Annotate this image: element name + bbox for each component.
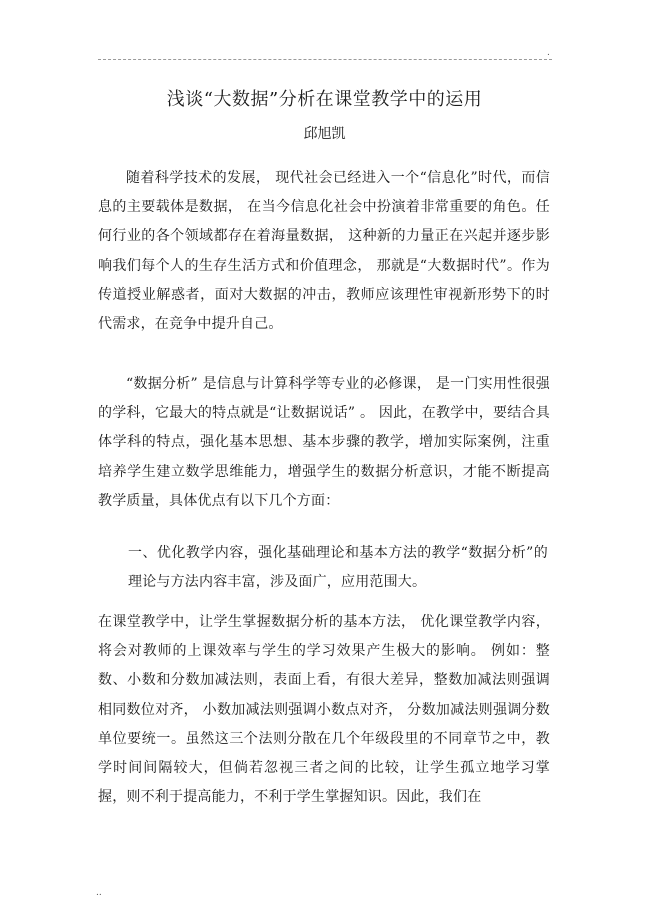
header-rule: [98, 59, 552, 60]
paragraph-intro: 随着科学技术的发展， 现代社会已经进入一个“信息化”时代，而信息的主要载体是数据， 在当今信息化社会中扮演着非常重要的角色。任何行业的各个领域都存在着海量数据， 这种新的力量正在兴起并逐步影响我们每个人的生存生活方式和价值理念， 那就是“大数据时代”。作为传道授业解惑者，面对大数据的冲击，教师应该理性审视新形势下的时代需求，在竞争中提升自己。: [98, 170, 550, 333]
section-heading-1: 一、优化教学内容，强化基础理论和基本方法的教学“数据分析”的理论与方法内容丰富，涉及面广，应用范围大。: [128, 545, 548, 591]
header-corner-mark: .: [547, 48, 550, 58]
paragraph-classroom: 在课堂教学中，让学生掌握数据分析的基本方法， 优化课堂教学内容，将会对教师的上课效率与学生的学习效果产生极大的影响。 例如：整数、小数和分数加减法则，表面上看，有很大差异，整数加减法则强调相同数位对齐， 小数加减法则强调小数点对齐， 分数加减法则强调分数单位要统一。虽然这三个法则分散在几个年级段里的不同章节之中，教学时间间隔较大，但倘若忽视三者之间的比较，让学生孤立地学习掌握，则不利于提高能力，不利于学生掌握知识。因此，我们在: [98, 614, 550, 806]
paragraph-data-analysis: “数据分析” 是信息与计算科学等专业的必修课， 是一门实用性很强的学科，它最大的特点就是“让数据说话” 。 因此，在教学中，要结合具体学科的特点，强化基本思想、基本步骤的教学，增加实际案例，注重培养学生建立数学思维能力，增强学生的数据分析意识，才能不断提高教学质量，具体优点有以下几个方面：: [98, 376, 550, 509]
footer-corner-mark: ..: [96, 888, 102, 898]
document-title: 浅谈“大数据”分析在课堂教学中的运用: [166, 89, 483, 110]
document-author: 邱旭凯: [303, 126, 346, 142]
